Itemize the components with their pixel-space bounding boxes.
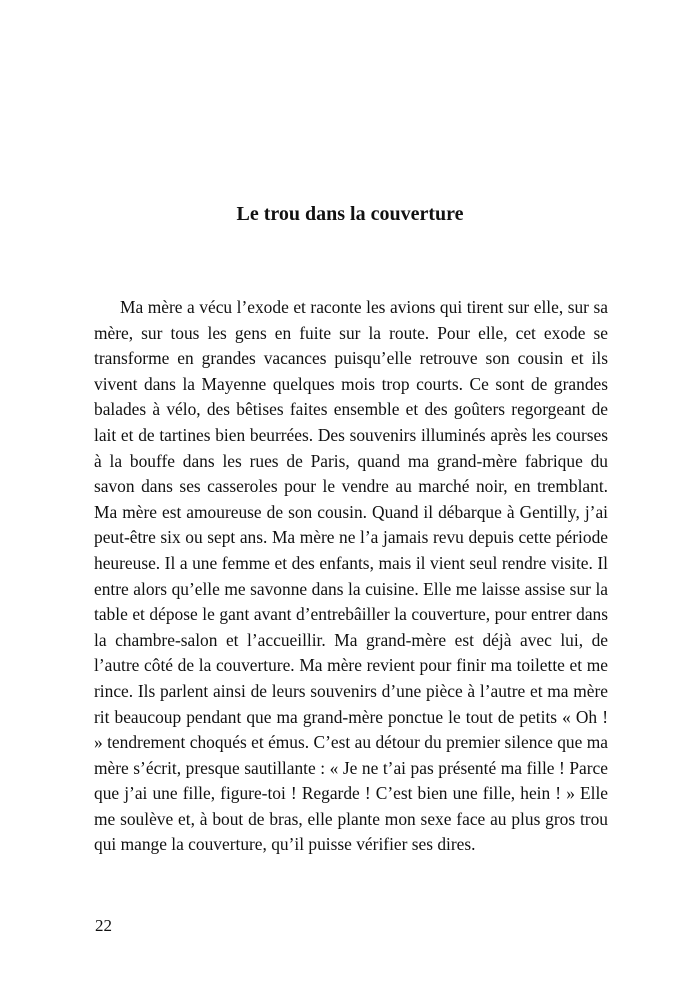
body-paragraph: Ma mère a vécu l’exode et raconte les avions qui tirent sur elle, sur sa mère, sur tous les gens en fuite sur la route. Pour elle, cet exode se transforme en grandes vacances puisqu’elle retrouve son cousin et ils vivent dans la Mayenne quelques mois trop courts. Ce sont de grandes balades à vélo, des bêtises faites ensemble et des goûters regorgeant de lait et de tartines bien beurrées. Des souvenirs illuminés après les courses à la bouffe dans les rues de Paris, quand ma grand-mère fabrique du savon dans ses casseroles pour le vendre au marché noir, en tremblant. Ma mère est amoureuse de son cousin. Quand il débarque à Gentilly, j’ai peut-être six ou sept ans. Ma mère ne l’a jamais revu depuis cette période heureuse. Il a une femme et des enfants, mais il vient seul rendre visite. Il entre alors qu’elle me savonne dans la cuisine. Elle me laisse assise sur la table et dépose le gant avant d’entrebâiller la couverture, pour entrer dans la chambre-salon et l’accueillir. Ma grand-mère est déjà avec lui, de l’autre côté de la couverture. Ma mère revient pour finir ma toilette et me rince. Ils parlent ainsi de leurs souvenirs d’une pièce à l’autre et ma mère rit beaucoup pendant que ma grand-mère ponctue le tout de petits « Oh ! » tendrement choqués et émus. C’est au détour du premier silence que ma mère s’écrit, presque sautillante : « Je ne t’ai pas présenté ma fille ! Parce que j’ai une fille, figure-toi ! Regarde ! C’est bien une fille, hein ! » Elle me soulève et, à bout de bras, elle plante mon sexe face au plus gros trou qui mange la couverture, qu’il puisse vérifier ses dires. bbox=[94, 297, 608, 855]
page-number: 22 bbox=[95, 916, 112, 935]
chapter-title: Le trou dans la couverture bbox=[236, 203, 464, 225]
